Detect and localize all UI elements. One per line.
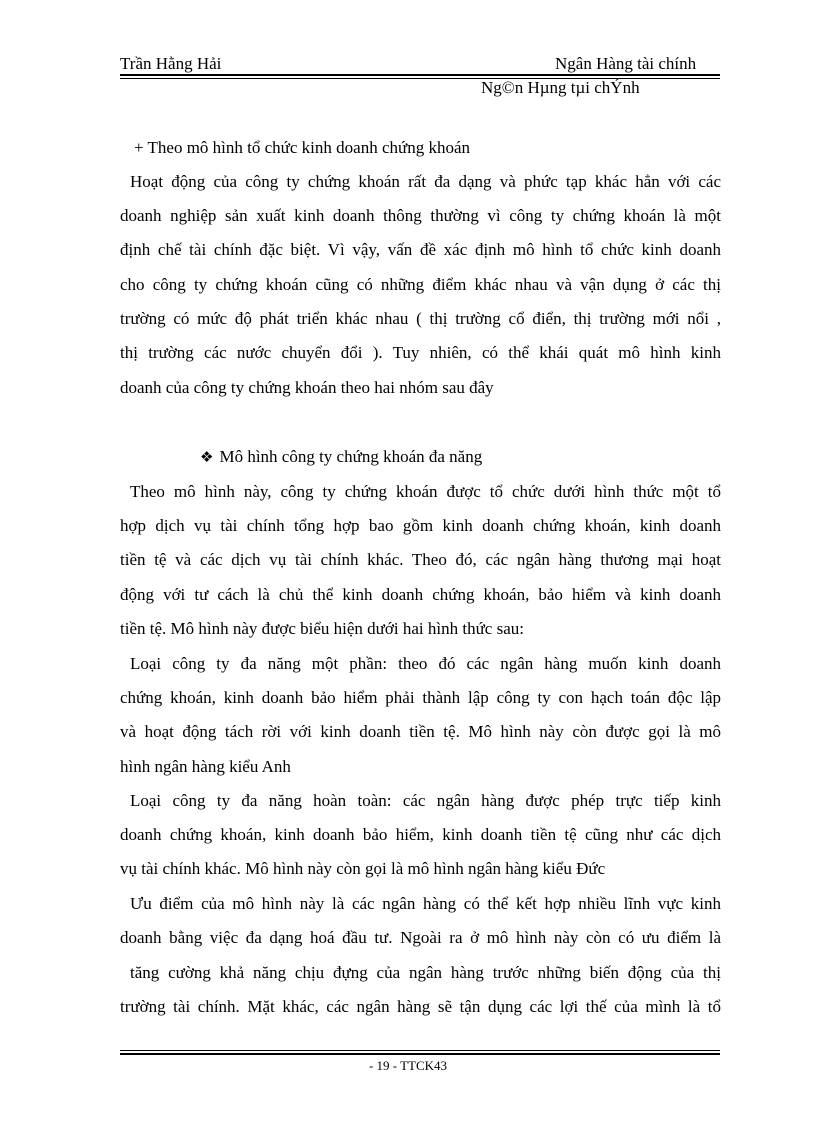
paragraph-line: hình ngân hàng kiểu Anh — [120, 757, 291, 776]
paragraph-line: và hoạt động tách rời với kinh doanh tiền tệ. Mô hình này còn được gọi là mô — [120, 722, 721, 741]
section-heading-text: Mô hình công ty chứng khoán đa năng — [219, 447, 483, 466]
section-heading-business-model: + Theo mô hình tổ chức kinh doanh chứng khoán — [134, 138, 471, 157]
paragraph-line: vụ tài chính khác. Mô hình này còn gọi là mô hình ngân hàng kiểu Đức — [120, 859, 606, 878]
paragraph-line: thị trường các nước chuyển đổi ). Tuy nhiên, có thể khái quát mô hình kinh — [120, 343, 721, 362]
header-rule — [120, 74, 720, 76]
paragraph-line: hợp dịch vụ tài chính tổng hợp bao gồm kinh doanh chứng khoán, kinh doanh — [120, 516, 721, 535]
paragraph-line: Theo mô hình này, công ty chứng khoán được tổ chức dưới hình thức một tổ — [130, 482, 721, 501]
paragraph-line: Ưu điểm của mô hình này là các ngân hàng có thể kết hợp nhiều lĩnh vực kinh — [130, 894, 721, 913]
footer-rule — [120, 1053, 720, 1055]
diamond-bullet-icon: ❖ — [200, 448, 214, 466]
paragraph-line: chứng khoán, kinh doanh bảo hiểm phải thành lập công ty con hạch toán độc lập — [120, 688, 721, 707]
paragraph-line: Loại công ty đa năng hoàn toàn: các ngân hàng được phép trực tiếp kinh — [130, 791, 721, 810]
paragraph-line: trường tài chính. Mặt khác, các ngân hàng sẽ tận dụng các lợi thế của mình là tổ — [120, 997, 721, 1016]
paragraph-line: trường có mức độ phát triển khác nhau ( thị trường cổ điển, thị trường mới nổi , — [120, 309, 721, 328]
paragraph-line: tiền tệ và các dịch vụ tài chính khác. Theo đó, các ngân hàng thương mại hoạt — [120, 550, 721, 569]
header-subject: Ngân Hàng tài chính — [555, 54, 697, 73]
paragraph-line: Hoạt động của công ty chứng khoán rất đa dạng và phức tạp khác hẳn với các — [130, 172, 721, 191]
paragraph-line: định chế tài chính đặc biệt. Vì vậy, vấn đề xác định mô hình tổ chức kinh doanh — [120, 240, 721, 259]
paragraph-line: cho công ty chứng khoán cũng có những điểm khác nhau và vận dụng ở các thị — [120, 275, 721, 294]
header-author: Trần Hằng Hải — [120, 54, 222, 73]
page-footer: - 19 - TTCK43 — [368, 1058, 448, 1073]
paragraph-line: doanh của công ty chứng khoán theo hai nhóm sau đây — [120, 378, 494, 397]
paragraph-line: tăng cường khả năng chịu đựng của ngân hàng trước những biến động của thị — [130, 963, 721, 982]
paragraph-line: doanh chứng khoán, kinh doanh bảo hiểm, kinh doanh tiền tệ cũng như các dịch — [120, 825, 721, 844]
footer-rule-thin — [120, 1050, 720, 1051]
paragraph-line: Loại công ty đa năng một phần: theo đó các ngân hàng muốn kinh doanh — [130, 654, 721, 673]
paragraph-line: doanh nghiệp sản xuất kinh doanh thông thường vì công ty chứng khoán là một — [120, 206, 721, 225]
paragraph-line: động với tư cách là chủ thể kinh doanh chứng khoán, bảo hiểm và kinh doanh — [120, 585, 721, 604]
paragraph-line: doanh bằng việc đa dạng hoá đầu tư. Ngoài ra ở mô hình này còn có ưu điểm là — [120, 928, 721, 947]
section-heading-universal-model — [200, 447, 482, 467]
paragraph-line: tiền tệ. Mô hình này được biểu hiện dưới hai hình thức sau: — [120, 619, 524, 638]
header-garbled-subject: Ng©n Hµng tµi chÝnh — [481, 78, 640, 97]
